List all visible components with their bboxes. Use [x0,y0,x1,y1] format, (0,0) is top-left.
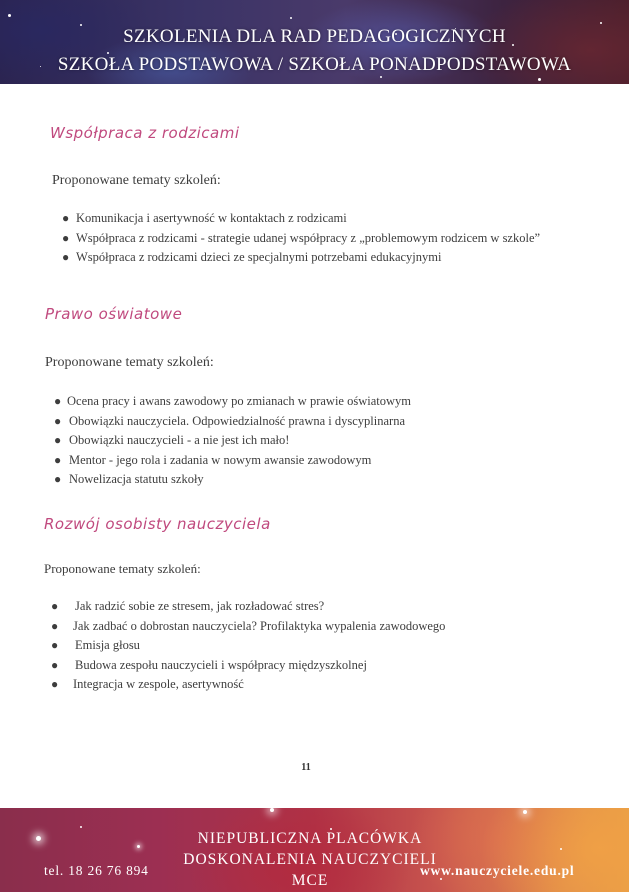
bullet-icon: ● [54,472,62,486]
org-line1: NIEPUBLICZNA PLACÓWKA [197,830,423,847]
bullet-icon: ● [62,230,70,245]
bullet-icon: ● [51,677,59,691]
bullet-icon: ● [54,394,62,408]
bullet-icon: ● [51,618,59,633]
website-link[interactable]: www.nauczyciele.edu.pl [420,863,575,878]
footer-banner [0,808,629,892]
bullet-icon: ● [51,599,59,613]
section-intro: Proponowane tematy szkoleń: [45,355,214,370]
header-title-line1: SZKOLENIA DLA RAD PEDAGOGICZNYCH [123,26,506,47]
organization-name [160,828,460,891]
bullet-icon: ● [62,211,70,225]
section-title-wspolpraca: Współpraca z rodzicami [50,124,240,142]
section-intro: Proponowane tematy szkoleń: [52,173,221,188]
bullet-icon: ● [54,452,62,467]
bullet-icon: ● [51,638,59,652]
header-title-line2: SZKOŁA PODSTAWOWA / SZKOŁA PONADPODSTAWOWA [57,54,572,75]
section-intro: Proponowane tematy szkoleń: [44,561,201,576]
bullet-icon: ● [51,657,59,672]
page-number: 11 [301,762,311,773]
bullet-icon: ● [54,413,62,428]
phone-number: tel. 18 26 76 894 [44,863,149,878]
header-banner [0,0,629,84]
section-title-prawo: Prawo oświatowe [45,305,183,323]
bullet-icon: ● [54,433,62,447]
bullet-icon: ● [62,250,70,264]
org-line3: MCE [291,872,329,889]
section-title-rozwoj: Rozwój osobisty nauczyciela [44,515,271,533]
org-line2: DOSKONALENIA NAUCZYCIELI [183,851,437,868]
